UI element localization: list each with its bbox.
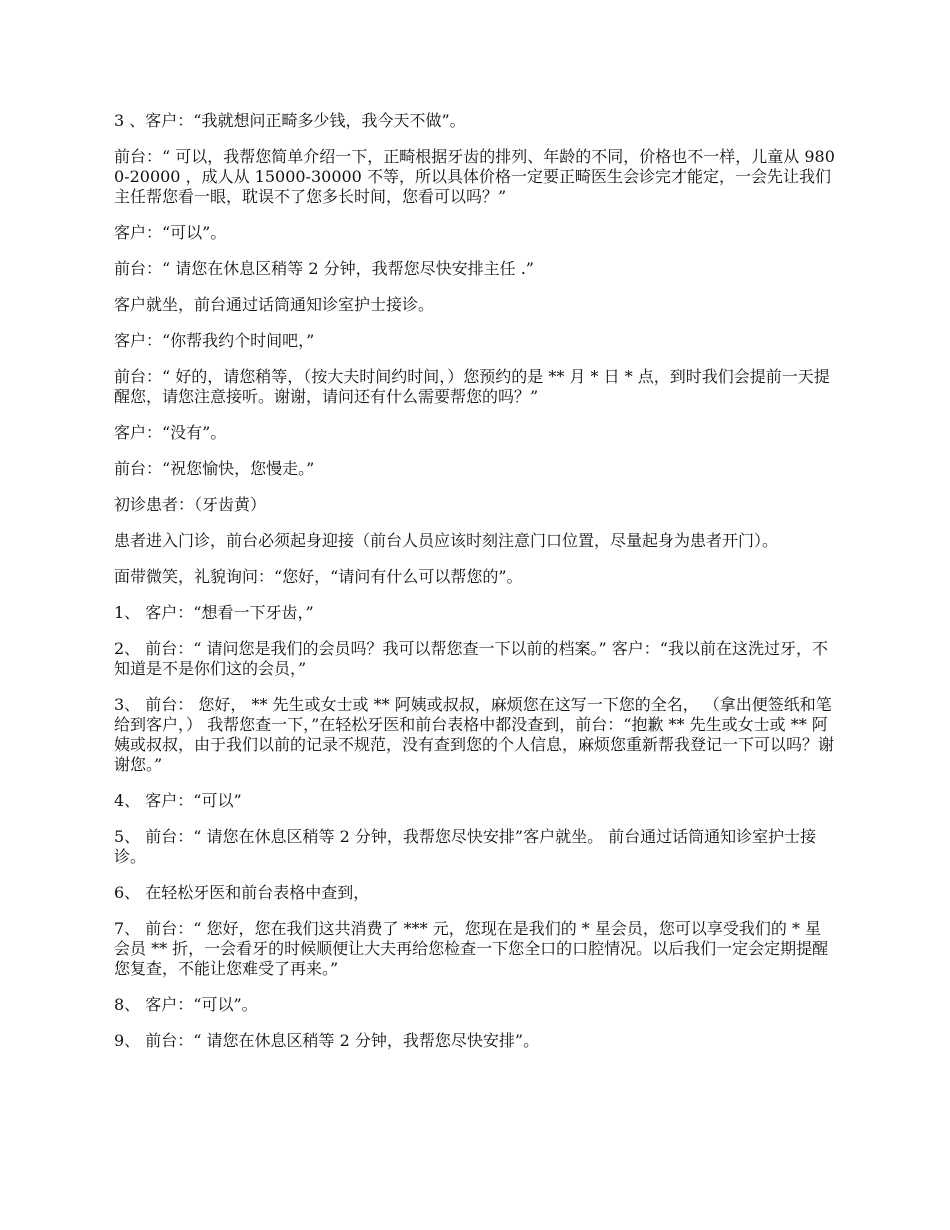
paragraph-13: 1、 客户：“想看一下牙齿，” [114,603,314,622]
paragraph-19: 7、 前台：“ 您好，您在我们这共消费了 *** 元，您现在是我们的 * 星会员，您可以享受我们的 * 星会员 ** 折，一会看牙的时候顺便让大夫再给您检查一下您全口的口腔情况。以后我们一定会定期提醒您复查，不能让您难受了再来。” [114,919,829,978]
paragraph-9: 前台：“祝您愉快，您慢走。” [114,459,315,478]
paragraph-15: 3、 前台： 您好， ** 先生或女士或 ** 阿姨或叔叔，麻烦您在这写一下您的全名， （拿出便签纸和笔给到客户，） 我帮您查一下，”在轻松牙医和前台表格中都没查到，前台：“抱歉 ** 先生或女士或 ** 阿姨或叔叔，由于我们以前的记录不规范，没有查到您的个人信息，麻烦您重新帮我登记一下可以吗？谢谢您。” [114,695,835,774]
paragraph-14: 2、 前台：“ 请问您是我们的会员吗？我可以帮您查一下以前的档案。” 客户：“我以前在这洗过牙，不知道是不是你们这的会员，” [114,639,828,678]
paragraph-17: 5、 前台：“ 请您在休息区稍等 2 分钟，我帮您尽快安排”客户就坐。 前台通过话筒通知诊室护士接诊。 [114,827,817,866]
paragraph-12: 面带微笑，礼貌询问：“您好，“请问有什么可以帮您的”。 [114,567,523,586]
paragraph-20: 8、 客户：“可以”。 [114,995,258,1014]
paragraph-3: 客户：“可以”。 [114,223,227,242]
paragraph-5: 客户就坐，前台通过话筒通知诊室护士接诊。 [114,295,435,314]
paragraph-16: 4、 客户：“可以” [114,791,242,810]
paragraph-18: 6、 在轻松牙医和前台表格中查到， [114,883,370,902]
document-body [114,111,836,1067]
paragraph-4: 前台：“ 请您在休息区稍等 2 分钟，我帮您尽快安排主任 .” [114,259,534,278]
paragraph-10: 初诊患者：（牙齿黄） [114,495,267,514]
paragraph-8: 客户：“没有”。 [114,423,227,442]
paragraph-21: 9、 前台：“ 请您在休息区稍等 2 分钟，我帮您尽快安排”。 [114,1031,540,1050]
paragraph-11: 患者进入门诊，前台必须起身迎接（前台人员应该时刻注意门口位置，尽量起身为患者开门）。 [114,531,779,550]
paragraph-6: 客户：“你帮我约个时间吧，” [114,331,315,350]
paragraph-7: 前台：“ 好的，请您稍等，（按大夫时间约时间，）您预约的是 ** 月 * 日 * 点，到时我们会提前一天提醒您，请您注意接听。谢谢，请问还有什么需要帮您的吗？” [114,367,830,406]
paragraph-1: 3 、客户：“我就想问正畸多少钱，我今天不做”。 [114,111,466,130]
paragraph-2: 前台：“ 可以，我帮您简单介绍一下，正畸根据牙齿的排列、年龄的不同，价格也不一样，儿童从 9800-20000 ，成人从 15000-30000 不等，所以具体价格一定要正畸医生会诊完才能定，一会先让我们主任帮您看一眼，耽误不了您多长时间，您看可以吗？” [114,147,835,206]
